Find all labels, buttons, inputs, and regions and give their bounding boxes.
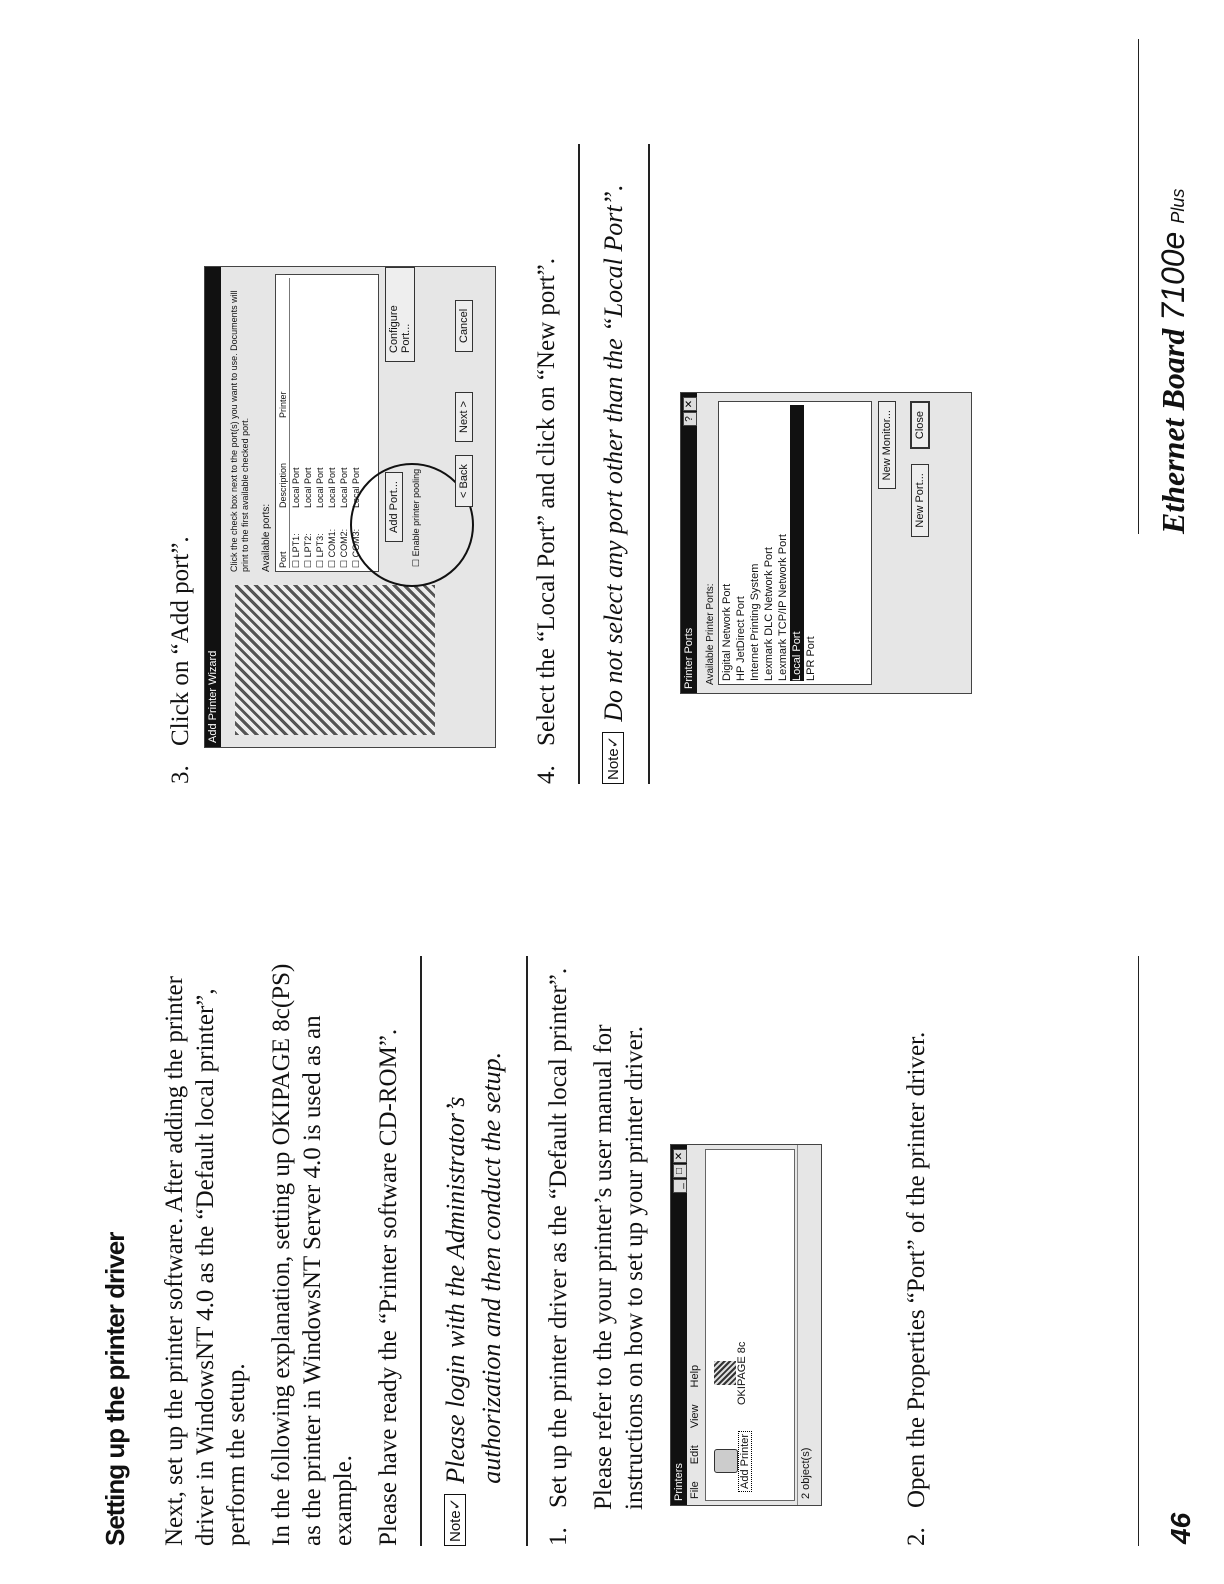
note-local-port <box>596 144 632 784</box>
maximize-icon[interactable]: □ <box>673 1164 687 1178</box>
step-2: 2. Open the Properties “Port” of the printer driver. <box>903 1031 930 1546</box>
ports-titlebar: Printer Ports ?✕ <box>681 393 697 693</box>
wizard-instructions: Click the check box next to the port(s) you want to use. Documents will print to the first available checked port. <box>229 290 250 572</box>
note-text: Do not select any port other than the “Local Port”. <box>599 184 628 722</box>
close-icon[interactable]: ✕ <box>683 397 697 411</box>
configure-port-button[interactable]: Configure Port... <box>385 267 415 362</box>
available-ports-label: Available ports: <box>261 503 272 572</box>
menu-bar <box>687 1145 703 1505</box>
wizard-illustration <box>235 585 435 735</box>
ports-label: Available Printer Ports: <box>705 583 716 685</box>
menu-view[interactable]: View <box>689 1404 701 1429</box>
cancel-button[interactable]: Cancel <box>455 300 473 352</box>
divider <box>648 144 650 784</box>
help-icon[interactable]: ? <box>683 412 697 426</box>
intro-paragraph-1: Next, set up the printer software. After adding the printer driver in WindowsNT 4.0 as the “Default local printer”, perform the setup. <box>161 976 250 1546</box>
note-text: Please login with the Administrator’s authorization and then conduct the setup. <box>441 1051 506 1484</box>
add-printer-item[interactable]: Add Printer <box>714 1431 752 1492</box>
page-number: 46 <box>1165 1512 1196 1544</box>
note-admin <box>438 956 510 1546</box>
note-badge: Note✓ <box>602 732 624 784</box>
divider <box>526 956 528 1546</box>
footer-rule-right <box>1138 39 1139 534</box>
product-name: Ethernet Board 7100e Plus <box>1155 188 1191 534</box>
intro-paragraph-2: In the following explanation, setting up OKIPAGE 8c(PS) as the printer in WindowsNT Server 4.0 is used as an example. <box>268 963 357 1546</box>
new-port-button[interactable]: New Port... <box>911 464 929 536</box>
right-column <box>160 144 972 784</box>
note-badge: Note✓ <box>444 1494 466 1546</box>
left-column <box>100 956 938 1546</box>
ports-table-header: Port Description Printer <box>277 278 290 568</box>
list-item[interactable]: LPR Port <box>805 636 817 681</box>
status-bar: 2 object(s) <box>797 1145 814 1505</box>
divider <box>420 956 422 1546</box>
table-row[interactable]: ☐ LPT1: Local Port <box>291 467 301 568</box>
list-item-selected[interactable]: Local Port <box>790 405 804 681</box>
table-row[interactable]: ☐ LPT3: Local Port <box>315 467 325 568</box>
menu-file[interactable]: File <box>689 1481 701 1499</box>
printers-pane <box>705 1149 795 1501</box>
section-heading: Setting up the printer driver <box>100 1232 130 1546</box>
back-button[interactable]: < Back <box>455 455 473 507</box>
next-button[interactable]: Next > <box>455 392 473 442</box>
close-icon[interactable]: ✕ <box>673 1149 687 1163</box>
enable-pooling-checkbox[interactable]: ☐ Enable printer pooling <box>411 468 421 567</box>
table-row[interactable]: ☐ LPT2: Local Port <box>303 467 313 568</box>
okipage-printer-item[interactable]: OKIPAGE 8c <box>714 1342 748 1405</box>
divider <box>578 144 580 784</box>
footer-rule-left <box>1138 956 1139 1546</box>
window-title: Printers <box>673 1463 685 1501</box>
wizard-titlebar: Add Printer Wizard <box>205 267 221 747</box>
printer-ports-window <box>680 392 972 694</box>
list-item[interactable]: HP JetDirect Port <box>735 596 747 681</box>
list-item[interactable]: Internet Printing System <box>749 563 761 681</box>
add-printer-icon <box>714 1449 738 1473</box>
printer-icon <box>714 1361 736 1385</box>
intro-paragraph-3: Please have ready the “Printer software CD-ROM”. <box>375 1028 402 1546</box>
table-row[interactable]: ☐ COM1: Local Port <box>327 467 337 568</box>
new-monitor-button[interactable]: New Monitor... <box>878 401 896 489</box>
list-item[interactable]: Digital Network Port <box>721 583 733 681</box>
table-row[interactable]: ☐ COM3: Local Port <box>351 467 361 568</box>
table-row[interactable]: ☐ COM2: Local Port <box>339 467 349 568</box>
step-4: 4. Select the “Local Port” and click on “New port”. <box>533 257 560 784</box>
step-3: 3. Click on “Add port”. <box>167 536 194 784</box>
menu-edit[interactable]: Edit <box>689 1445 701 1465</box>
printers-titlebar <box>671 1145 687 1505</box>
step-1: 1. Set up the printer driver as the “Default local printer”. <box>545 967 572 1546</box>
list-item[interactable]: Lexmark DLC Network Port <box>763 547 775 681</box>
ports-list[interactable] <box>718 401 872 685</box>
step-1-detail: Please refer to the your printer’s user manual for instructions on how to set up your printer driver. <box>590 1024 648 1510</box>
minimize-icon[interactable]: _ <box>673 1179 687 1193</box>
add-port-button[interactable]: Add Port... <box>385 472 403 542</box>
menu-help[interactable]: Help <box>689 1364 701 1388</box>
add-printer-wizard <box>204 266 496 748</box>
close-button[interactable]: Close <box>910 401 930 449</box>
list-item[interactable]: Lexmark TCP/IP Network Port <box>777 534 789 681</box>
printers-window <box>670 1144 822 1506</box>
